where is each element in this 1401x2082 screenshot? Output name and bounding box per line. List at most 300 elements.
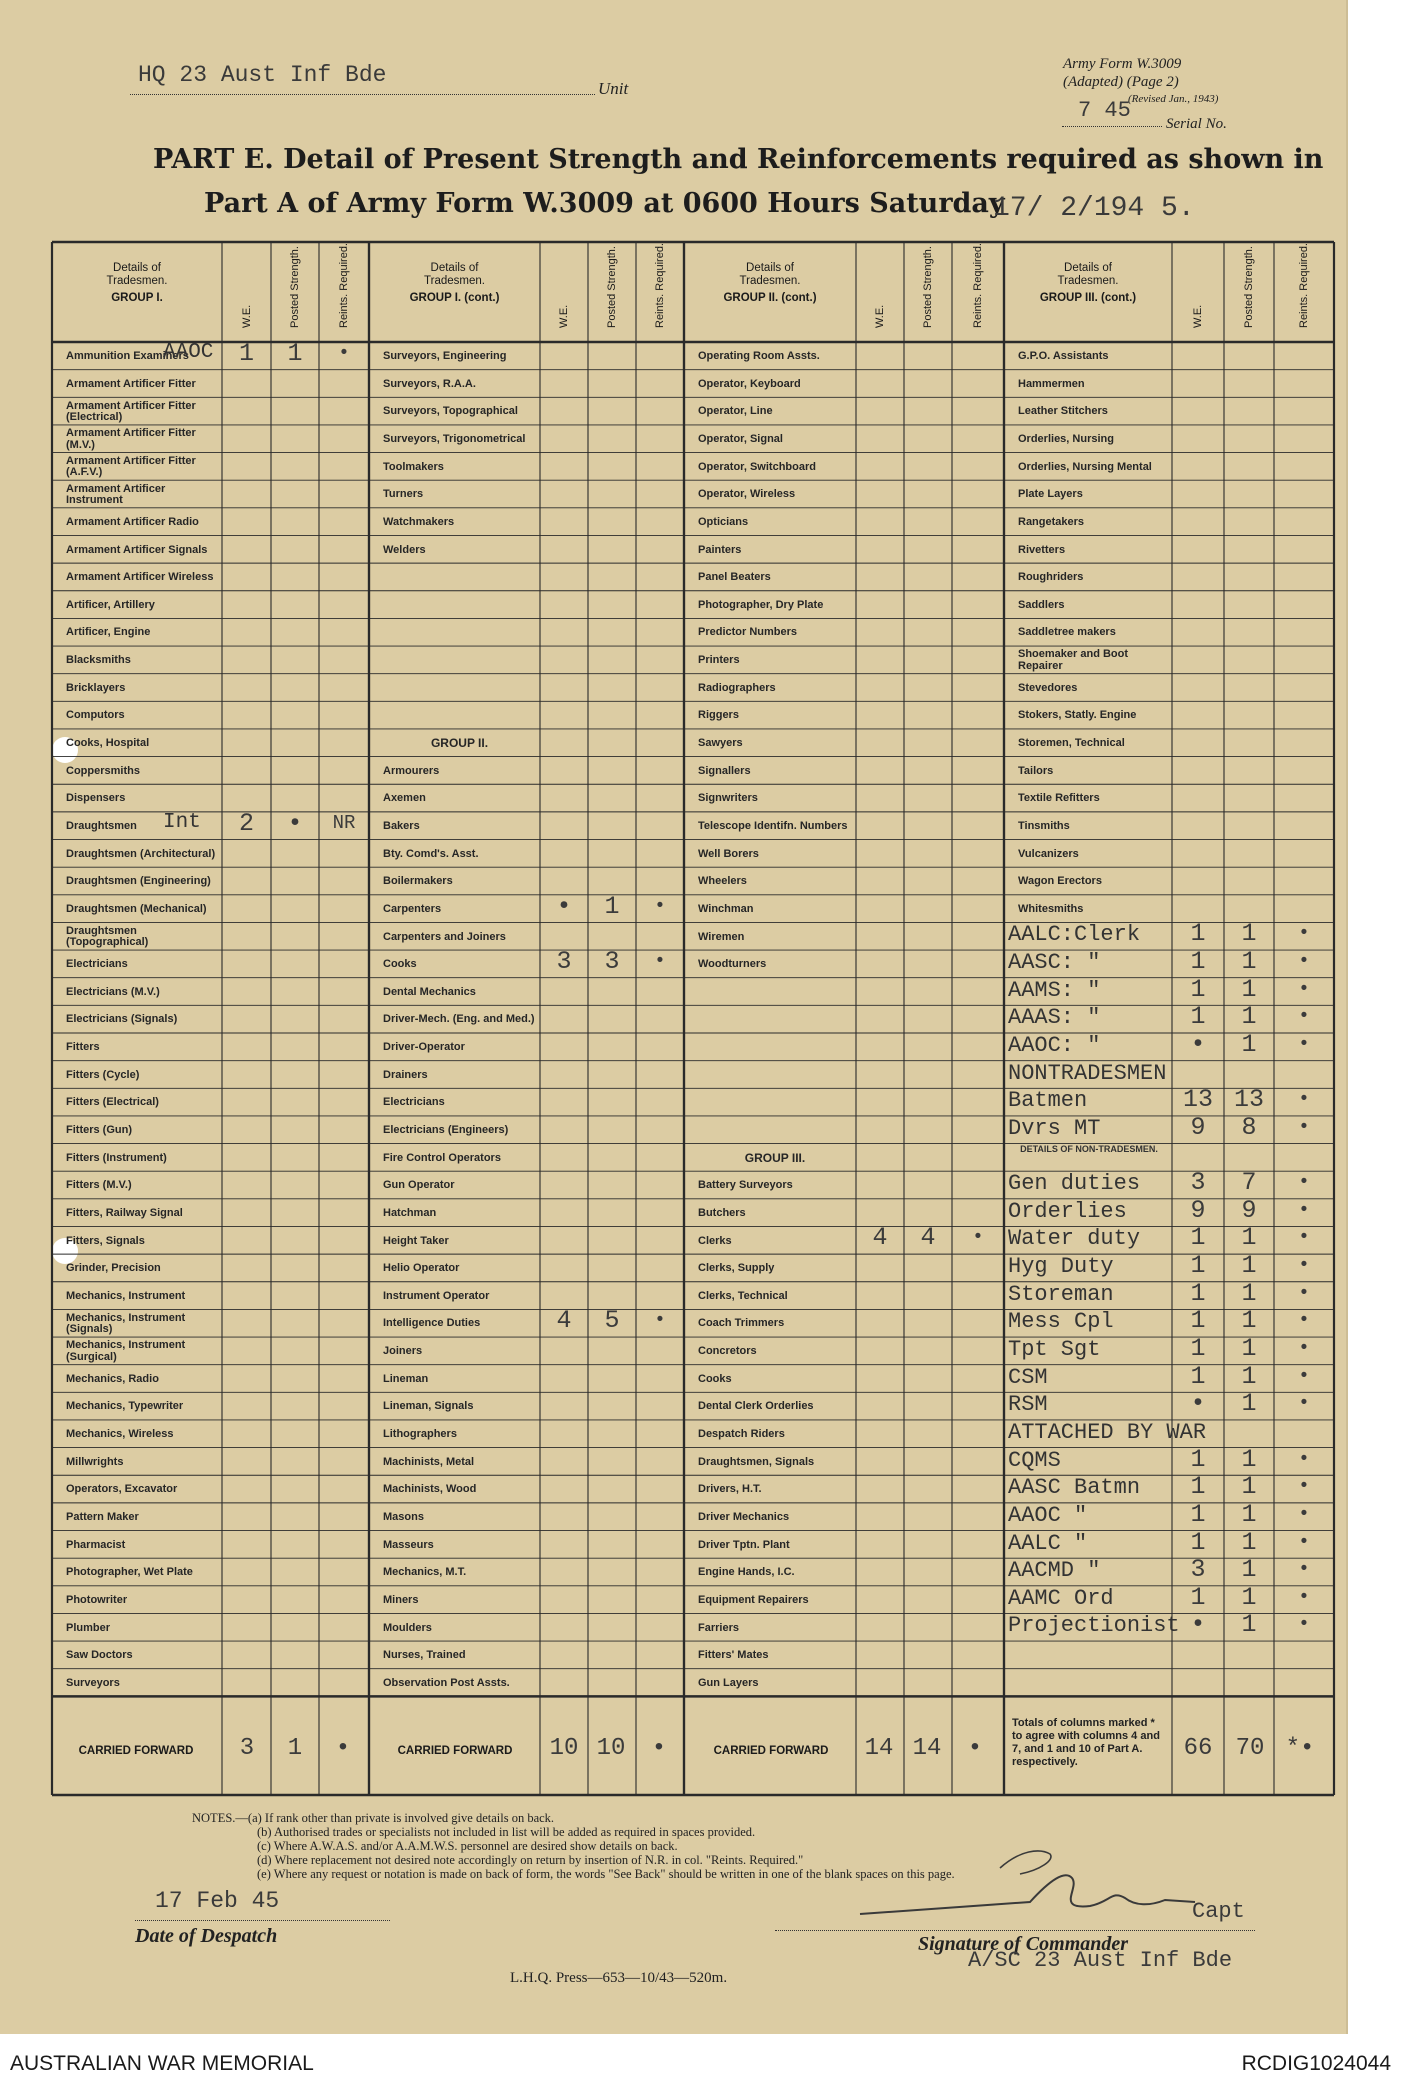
typed-trade-label: Orderlies <box>1008 1198 1127 1224</box>
trade-label-text: Electricians (Engineers) <box>383 1123 509 1136</box>
trade-label-text: Fitters <box>66 1041 100 1054</box>
entry-posted: • <box>287 808 303 838</box>
trade-label <box>698 732 852 756</box>
trade-label <box>383 1368 536 1392</box>
trade-label <box>66 566 218 590</box>
trade-label <box>383 843 536 867</box>
trade-label-text: Painters <box>698 543 742 556</box>
trade-label-text: Operator, Wireless <box>698 488 796 501</box>
trade-label <box>66 649 218 673</box>
trade-label <box>383 456 536 480</box>
trade-label <box>383 483 536 507</box>
trade-label <box>66 1312 218 1336</box>
typed-entry-reints: • <box>1298 1337 1310 1360</box>
typed-entry-posted: 1 <box>1241 1306 1257 1336</box>
trade-label-text: Axemen <box>383 792 426 805</box>
details-header-line: Tradesmen. <box>739 275 801 287</box>
note-d: (d) Where replacement not desired note accordingly on return by insertion of N.R. in col. "Reints. Required." <box>257 1853 804 1867</box>
trade-label-text: Carpenters <box>383 902 442 915</box>
trade-label <box>1018 787 1168 811</box>
typed-prefix-int: Int <box>163 810 201 834</box>
typed-entry-posted: 1 <box>1241 1472 1257 1502</box>
typed-entry-posted: 1 <box>1241 919 1257 949</box>
typed-entry-we: 1 <box>1190 1527 1206 1557</box>
trade-label-text: Armament Artificer Instrument <box>66 482 166 506</box>
entry-reints: • <box>338 342 350 364</box>
trade-label <box>66 594 218 618</box>
trade-label <box>66 1561 218 1585</box>
trade-label-text: Dental Mechanics <box>383 985 476 998</box>
trade-label-text: Panel Beaters <box>698 571 771 584</box>
typed-entry-we: 1 <box>1190 919 1206 949</box>
trade-label <box>383 1229 536 1253</box>
trade-label <box>66 1589 218 1613</box>
typed-trade-label: Dvrs MT <box>1008 1115 1101 1141</box>
trade-label <box>66 1091 218 1115</box>
typed-entry-posted: 1 <box>1241 1389 1257 1419</box>
trade-label-text: Armament Artificer Fitter <box>66 377 196 390</box>
trade-label-text: Stevedores <box>1018 681 1078 694</box>
trade-label <box>1018 594 1168 618</box>
typed-trade-label: Gen duties <box>1008 1171 1141 1197</box>
title-line-2: Part A of Army Form W.3009 at 0600 Hours Saturday <box>204 188 1005 219</box>
trade-label <box>66 1119 218 1143</box>
trade-label <box>66 760 218 784</box>
trade-label <box>698 1368 852 1392</box>
trade-label-text: Coach Trimmers <box>698 1317 785 1330</box>
reints-header-3: Reints. Required. <box>972 243 984 328</box>
trade-label <box>383 787 536 811</box>
trade-label <box>698 428 852 452</box>
trade-label <box>698 870 852 894</box>
details-header-line: Details of <box>430 262 479 274</box>
trade-label-text: Grinder, Precision <box>66 1262 161 1275</box>
reints-header-4: Reints. Required. <box>1298 243 1310 328</box>
trade-label <box>66 870 218 894</box>
trade-label-text: Vulcanizers <box>1018 847 1079 860</box>
trade-label-text: Printers <box>698 654 740 667</box>
trade-label-text: Mechanics, Typewriter <box>66 1400 184 1413</box>
trade-label-text: Moulders <box>383 1621 432 1634</box>
typed-trade-label: AASC Batmn <box>1008 1475 1141 1501</box>
trade-label-text: Driver Mechanics <box>698 1510 790 1523</box>
trade-label <box>66 511 218 535</box>
trade-label <box>383 1147 536 1171</box>
reints-header-1: Reints. Required. <box>338 243 350 328</box>
posted-header-4: Posted Strength. <box>1243 246 1255 328</box>
trade-label-text: Plumber <box>66 1621 111 1634</box>
trade-label-text: Cooks, Hospital <box>66 737 150 750</box>
trade-label <box>66 1340 218 1364</box>
trade-label <box>383 1589 536 1613</box>
trade-label-text: Mechanics, Wireless <box>66 1428 174 1441</box>
trade-label <box>698 898 852 922</box>
trade-label-text: Surveyors, Engineering <box>383 350 507 363</box>
trade-label-text: Draughtsmen, Signals <box>698 1455 815 1468</box>
typed-trade-label: NONTRADESMEN <box>1008 1060 1167 1086</box>
trade-label-text: Drainers <box>383 1068 428 1081</box>
trade-label <box>698 815 852 839</box>
trade-label-text: Despatch Riders <box>698 1428 785 1441</box>
trade-label-text: Clerks, Technical <box>698 1289 788 1302</box>
trade-label <box>66 787 218 811</box>
trade-label-text: Fitters (Electrical) <box>66 1096 159 1109</box>
trade-label-text: Mechanics, Instrument (Surgical) <box>66 1339 186 1363</box>
typed-trade-label: AAMS: " <box>1008 977 1101 1003</box>
typed-entry-we: 1 <box>1190 1361 1206 1391</box>
signature-unit: A/SC 23 Aust Inf Bde <box>968 1948 1233 1973</box>
details-header-line: GROUP II. (cont.) <box>723 292 817 304</box>
trade-label-text: Nurses, Trained <box>383 1649 466 1662</box>
trade-label-text: Millwrights <box>66 1455 124 1468</box>
typed-entry-we: 1 <box>1190 1582 1206 1612</box>
details-header-1 <box>52 262 222 305</box>
trade-label-text: Gun Layers <box>698 1676 759 1689</box>
typed-trade-label: ATTACHED BY WAR <box>1008 1419 1207 1445</box>
trade-label <box>66 456 218 480</box>
trade-label-text: Engine Hands, I.C. <box>698 1566 795 1579</box>
trade-label <box>66 400 218 424</box>
entry-posted: 3 <box>604 947 620 977</box>
typed-trade-label: DETAILS OF NON-TRADESMEN. <box>1020 1143 1158 1154</box>
trade-label <box>1018 815 1168 839</box>
trade-label-text: Operator, Signal <box>698 432 783 445</box>
trade-label-text: Draughtsmen (Topographical) <box>66 924 149 949</box>
trade-label-text: Opticians <box>698 515 749 528</box>
trade-label-text: Computors <box>66 709 125 722</box>
trade-label <box>1018 511 1168 535</box>
trade-label-text: Operating Room Assts. <box>698 350 820 363</box>
trade-label-text: Textile Refitters <box>1018 792 1100 805</box>
trade-label-text: Plate Layers <box>1018 488 1083 501</box>
trade-label-text: Concretors <box>698 1345 757 1358</box>
trade-label-text: Observation Post Assts. <box>383 1676 510 1689</box>
trade-label <box>698 1478 852 1502</box>
trade-label <box>66 1451 218 1475</box>
typed-entry-reints: • <box>1298 1475 1310 1498</box>
trade-label-text: Armament Artificer Fitter (Electrical) <box>66 399 196 424</box>
trade-label-text: Lineman <box>383 1372 429 1385</box>
trade-label-text: Photographer, Wet Plate <box>66 1566 193 1579</box>
trade-label-text: Lithographers <box>383 1428 457 1441</box>
trade-label <box>66 677 218 701</box>
trade-label-text: Lineman, Signals <box>383 1400 474 1413</box>
trade-label <box>1018 566 1168 590</box>
typed-trade-label: CQMS <box>1008 1447 1061 1473</box>
typed-entry-posted: 1 <box>1241 1444 1257 1474</box>
trade-label-text: Electricians (Signals) <box>66 1013 178 1026</box>
trade-label <box>698 594 852 618</box>
trade-label-text: Draughtsmen <box>66 819 137 832</box>
typed-trade-label: Storeman <box>1008 1281 1114 1307</box>
cf-g1-we: 3 <box>239 1735 255 1762</box>
carried-forward-label-g3: CARRIED FORWARD <box>713 1745 829 1757</box>
trade-label-text: Draughtsmen (Architectural) <box>66 847 216 860</box>
trade-label-text: Drivers, H.T. <box>698 1483 762 1496</box>
trade-label <box>383 1257 536 1281</box>
details-header-line: GROUP I. (cont.) <box>409 292 500 304</box>
trade-label-text: Winchman <box>698 902 754 915</box>
totals-note: Totals of columns marked * to agree with columns 4 and 7, and 1 and 10 of Part A. respectively. <box>1012 1717 1160 1768</box>
trade-label-text: Fitters (Instrument) <box>66 1151 167 1164</box>
typed-entry-we: 1 <box>1190 1306 1206 1336</box>
typed-entry-we: 1 <box>1190 1499 1206 1529</box>
typed-entry-reints: • <box>1298 1530 1310 1553</box>
trade-label <box>66 1423 218 1447</box>
trade-label <box>698 621 852 645</box>
signature-rank: Capt <box>1192 1899 1245 1924</box>
trade-label-text: Wheelers <box>698 875 747 888</box>
group-heading <box>698 1147 852 1171</box>
trade-label-text: Mechanics, Instrument <box>66 1289 186 1302</box>
trade-label-text: Riggers <box>698 709 739 722</box>
trade-label <box>66 1202 218 1226</box>
trade-label <box>66 1174 218 1198</box>
trade-label <box>698 1285 852 1309</box>
trade-label <box>698 1202 852 1226</box>
title-date: 17/ 2/194 5. <box>993 193 1195 224</box>
trade-label-text: Electricians <box>383 1096 445 1109</box>
trade-label <box>383 1423 536 1447</box>
posted-header-1: Posted Strength. <box>289 246 301 328</box>
trade-label <box>698 704 852 728</box>
typed-entry-reints: • <box>1298 1198 1310 1221</box>
trade-label <box>698 1395 852 1419</box>
trade-label <box>383 1285 536 1309</box>
trade-label <box>1018 373 1168 397</box>
trade-label <box>66 1478 218 1502</box>
trade-label <box>383 1451 536 1475</box>
signature-line <box>775 1930 1255 1931</box>
trade-label <box>383 1119 536 1143</box>
trade-label <box>698 1451 852 1475</box>
typed-entry-we: 3 <box>1190 1168 1206 1198</box>
trade-label-text: Instrument Operator <box>383 1289 490 1302</box>
cf-g3-reints: • <box>967 1735 983 1762</box>
typed-entry-posted: 1 <box>1241 947 1257 977</box>
trade-label-text: Sawyers <box>698 737 743 750</box>
we-header-3: W.E. <box>874 304 886 328</box>
trade-label <box>66 981 218 1005</box>
entry-we: 2 <box>238 808 254 838</box>
trade-label <box>698 787 852 811</box>
typed-entry-reints: • <box>1298 1281 1310 1304</box>
carried-forward-label-g2: CARRIED FORWARD <box>397 1745 513 1757</box>
trade-label-text: Watchmakers <box>383 515 455 528</box>
trade-label <box>698 345 852 369</box>
details-header-line: GROUP I. <box>111 292 163 304</box>
trade-label <box>383 1312 536 1336</box>
trade-label <box>383 1174 536 1198</box>
trade-label <box>1018 760 1168 784</box>
trade-label <box>698 1672 852 1696</box>
trade-label <box>1018 400 1168 424</box>
trade-label <box>1018 345 1168 369</box>
typed-entry-posted: 13 <box>1233 1085 1264 1115</box>
entry-reints: • <box>654 950 666 973</box>
typed-entry-posted: 1 <box>1241 1361 1257 1391</box>
entry-posted: 1 <box>287 339 303 368</box>
serial-value: 7 45 <box>1078 98 1131 123</box>
typed-entry-reints: • <box>1298 1558 1310 1581</box>
entry-reints: NR <box>332 811 356 834</box>
typed-entry-posted: 1 <box>1241 1610 1257 1640</box>
we-header-2: W.E. <box>558 304 570 328</box>
trade-label <box>383 1064 536 1088</box>
trade-label <box>66 1064 218 1088</box>
details-header-line: Tradesmen. <box>106 275 168 287</box>
trade-label-text: Surveyors, R.A.A. <box>383 377 476 390</box>
trade-label-text: Well Borers <box>698 847 759 860</box>
trade-label <box>698 1534 852 1558</box>
typed-entry-reints: • <box>1298 1115 1310 1138</box>
trade-label-text: Saddlers <box>1018 598 1065 611</box>
trade-label-text: G.P.O. Assistants <box>1018 350 1109 363</box>
trade-label <box>383 898 536 922</box>
typed-entry-we: 1 <box>1190 947 1206 977</box>
trade-label <box>383 1340 536 1364</box>
typed-trade-label: AAOC " <box>1008 1502 1088 1528</box>
typed-trade-label: Batmen <box>1008 1088 1088 1114</box>
trade-label-text: Rangetakers <box>1018 515 1085 528</box>
entry-posted: 5 <box>604 1306 620 1336</box>
details-header-line: Details of <box>1064 262 1112 274</box>
trade-label <box>698 483 852 507</box>
trade-label <box>698 400 852 424</box>
trade-label-text: Armament Artificer Fitter (A.F.V.) <box>66 454 196 479</box>
typed-entry-posted: 1 <box>1241 1030 1257 1059</box>
typed-trade-label: AAAS: " <box>1008 1005 1101 1031</box>
trade-label-text: Boilermakers <box>383 875 453 888</box>
typed-entry-we: 1 <box>1190 1334 1206 1364</box>
trade-label <box>1018 870 1168 894</box>
typed-entry-we: 1 <box>1190 1223 1206 1253</box>
typed-entry-reints: • <box>1298 1033 1310 1055</box>
trade-label <box>66 843 218 867</box>
trade-label-text: Mechanics, Radio <box>66 1372 159 1385</box>
trade-label <box>383 870 536 894</box>
trade-label-text: Mechanics, Instrument (Signals) <box>66 1311 186 1336</box>
credit-right: RCDIG1024044 <box>1241 2052 1391 2075</box>
trade-label <box>66 1008 218 1032</box>
trade-label-text: Rivetters <box>1018 543 1066 556</box>
trade-label-text: Intelligence Duties <box>383 1317 481 1330</box>
entry-we: • <box>556 891 572 921</box>
group-heading <box>383 732 536 756</box>
typed-entry-reints: • <box>1298 1392 1310 1415</box>
carried-forward-label-g1: CARRIED FORWARD <box>78 1745 194 1757</box>
typed-entry-reints: • <box>1298 1502 1310 1525</box>
trade-label <box>383 981 536 1005</box>
trade-label <box>1018 898 1168 922</box>
trade-label <box>1018 538 1168 562</box>
typed-trade-label: AAOC: " <box>1008 1033 1101 1058</box>
trade-label-text: Orderlies, Nursing Mental <box>1018 460 1152 473</box>
trade-label <box>698 1340 852 1364</box>
cf-g1-reints: • <box>335 1735 351 1762</box>
typed-trade-label: Mess Cpl <box>1008 1309 1114 1335</box>
trade-label <box>698 677 852 701</box>
trade-label-text: Fitters' Mates <box>698 1649 769 1662</box>
trade-label-text: Wiremen <box>698 930 745 943</box>
trade-label <box>383 1036 536 1060</box>
typed-entry-posted: 1 <box>1241 1002 1257 1032</box>
trade-label-text: Turners <box>383 488 424 501</box>
trade-label <box>383 1008 536 1032</box>
trade-label-text: Coppersmiths <box>66 764 140 777</box>
trade-label-text: Armament Artificer Wireless <box>66 571 214 584</box>
cf-g3-we: 14 <box>864 1735 894 1762</box>
trade-label-text: Photographer, Dry Plate <box>698 598 824 611</box>
typed-trade-label: AAMC Ord <box>1008 1585 1114 1611</box>
trade-label-text: Driver-Operator <box>383 1041 465 1054</box>
trade-label <box>383 953 536 977</box>
trade-label <box>66 1257 218 1281</box>
totals-reints: *• <box>1285 1735 1315 1762</box>
typed-entry-posted: 8 <box>1241 1112 1257 1142</box>
trade-label <box>383 511 536 535</box>
trade-label-text: Mechanics, M.T. <box>383 1566 467 1579</box>
trade-label-text: Driver-Mech. (Eng. and Med.) <box>383 1013 535 1026</box>
trade-label-text: Armament Artificer Fitter (M.V.) <box>66 427 196 451</box>
typed-entry-posted: 9 <box>1241 1195 1257 1225</box>
trade-label-text: Bty. Comd's. Asst. <box>383 847 479 860</box>
trade-label-text: Fitters, Railway Signal <box>66 1206 183 1219</box>
trade-label-text: Dispensers <box>66 792 126 805</box>
trade-label <box>698 1589 852 1613</box>
trade-label <box>66 732 218 756</box>
trade-label-text: Predictor Numbers <box>698 626 798 639</box>
typed-trade-label: AALC:Clerk <box>1008 922 1141 948</box>
trade-label-text: Fitters (Cycle) <box>66 1068 140 1081</box>
typed-entry-reints: • <box>1298 1005 1310 1028</box>
entry-reints: • <box>654 894 666 917</box>
trade-label <box>698 925 852 949</box>
trade-label <box>66 704 218 728</box>
trade-label-text: Surveyors, Trigonometrical <box>383 432 526 445</box>
details-header-3 <box>684 262 856 305</box>
trade-label-text: Surveyors <box>66 1676 120 1689</box>
trade-label-text: Joiners <box>383 1345 423 1358</box>
despatch-line <box>135 1920 390 1921</box>
trade-label <box>698 760 852 784</box>
trade-label <box>698 511 852 535</box>
trade-label-text: Radiographers <box>698 681 776 694</box>
trade-label-text: Wagon Erectors <box>1018 875 1102 888</box>
trade-label <box>698 1616 852 1640</box>
trade-label <box>66 1644 218 1668</box>
trade-label-text: Bakers <box>383 819 420 832</box>
typed-entry-reints: • <box>1298 1088 1310 1111</box>
typed-entry-posted: 7 <box>1241 1168 1257 1198</box>
trade-label-text: Shoemaker and Boot Repairer <box>1018 648 1129 672</box>
trade-label-text: Tinsmiths <box>1018 819 1070 832</box>
trade-label-text: Operator, Switchboard <box>698 460 816 473</box>
trade-label <box>698 373 852 397</box>
we-header-4: W.E. <box>1192 304 1204 328</box>
typed-entry-reints: • <box>1298 1254 1310 1277</box>
typed-entry-we: 1 <box>1190 1444 1206 1474</box>
trade-label-text: Signwriters <box>698 792 758 805</box>
entry-posted: 1 <box>604 891 620 921</box>
typed-entry-we: 3 <box>1190 1555 1206 1585</box>
trade-label <box>383 1091 536 1115</box>
typed-entry-we: 9 <box>1190 1195 1206 1225</box>
typed-entry-posted: 1 <box>1241 1334 1257 1364</box>
typed-entry-posted: 1 <box>1241 1223 1257 1253</box>
trade-label <box>383 1616 536 1640</box>
trade-label-text: Fire Control Operators <box>383 1151 501 1164</box>
